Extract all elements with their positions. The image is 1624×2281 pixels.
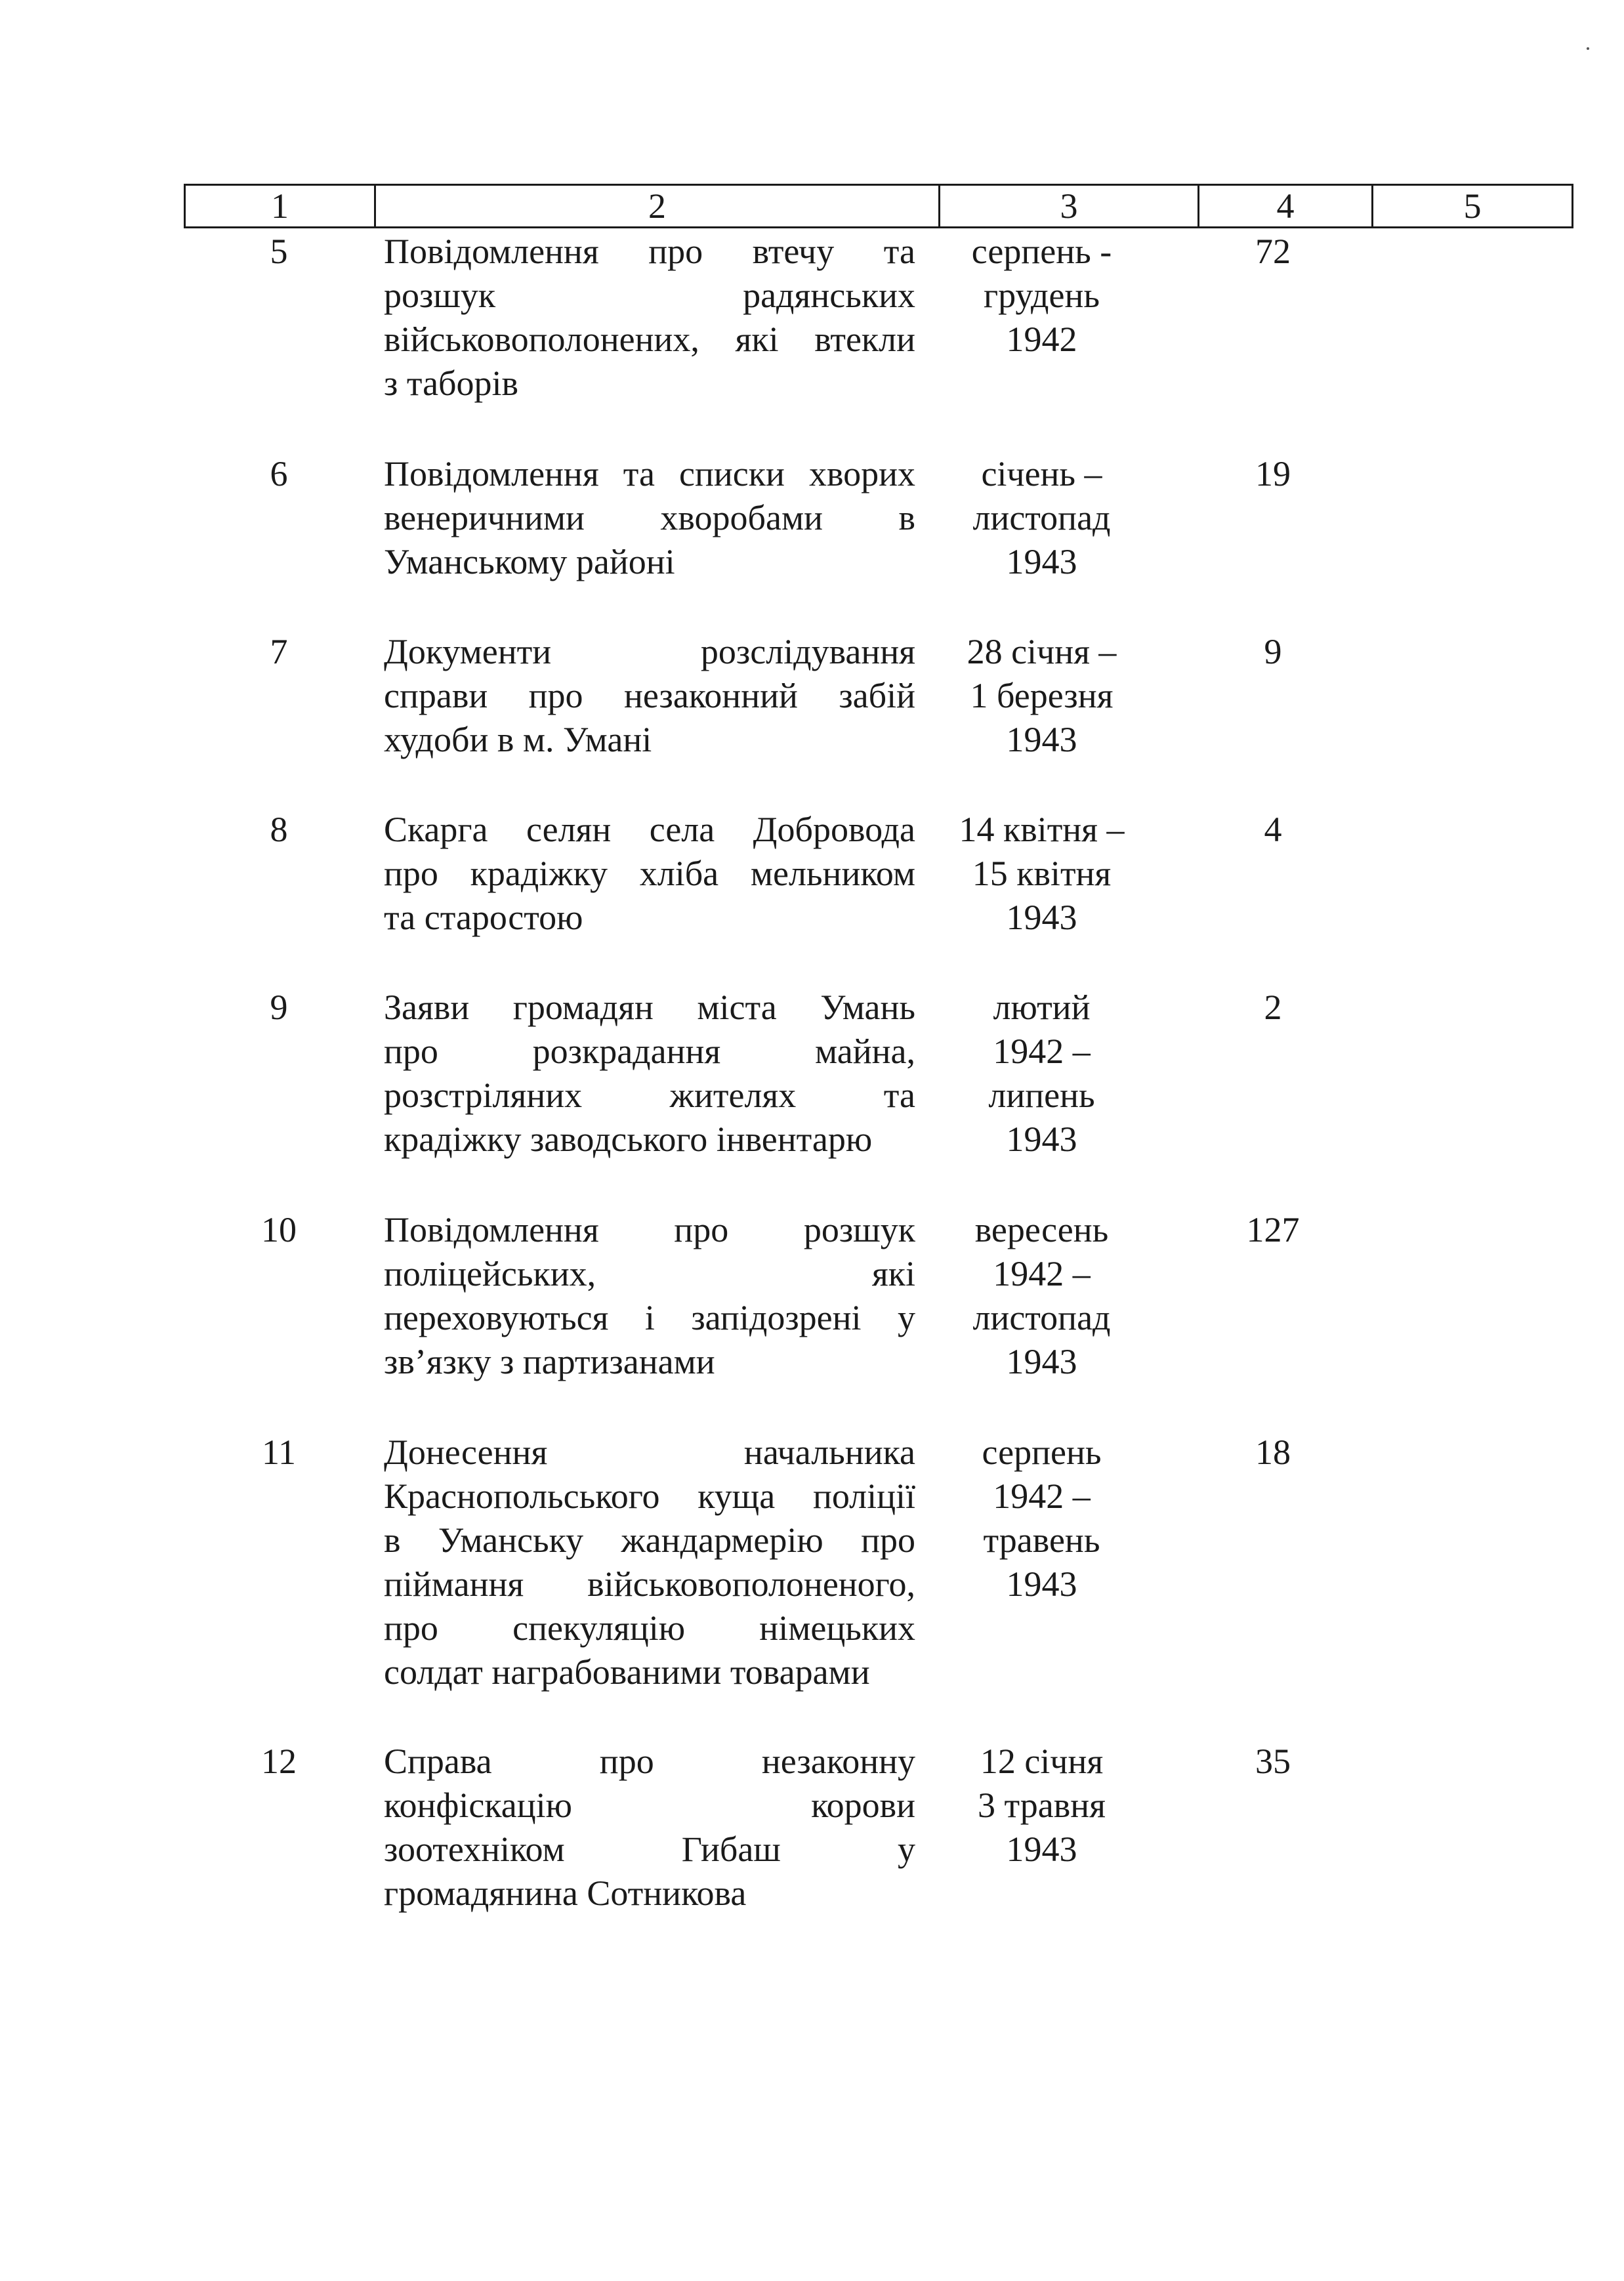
date-line: 1943 <box>1006 1120 1077 1159</box>
item-dates <box>932 1431 1152 1606</box>
table-row <box>184 1208 1572 1431</box>
title-line: поліцейських, які <box>384 1254 915 1293</box>
item-dates <box>932 986 1152 1161</box>
date-line: лютий <box>993 988 1091 1027</box>
table-row <box>184 808 1572 986</box>
date-line: 12 січня <box>980 1742 1104 1781</box>
title-line: Повідомлення про втечу та <box>384 232 915 271</box>
item-page-count: 35 <box>1255 1742 1291 1781</box>
title-line: зоотехніком Гибаш у <box>384 1830 915 1869</box>
date-line: серпень <box>982 1433 1102 1472</box>
date-line: 1943 <box>1006 542 1077 581</box>
item-title <box>384 1431 915 1694</box>
date-line: 28 січня – <box>967 632 1117 671</box>
title-line: про розкрадання майна, <box>384 1032 915 1071</box>
column-header-1: 1 <box>185 185 375 228</box>
item-number: 8 <box>270 810 288 849</box>
table-row <box>184 1740 1572 1962</box>
item-page-count: 72 <box>1255 232 1291 271</box>
item-page-count: 18 <box>1255 1433 1291 1472</box>
title-line: переховуються і запідозрені у <box>384 1298 915 1337</box>
column-header-5: 5 <box>1373 185 1573 228</box>
date-line: 1942 – <box>993 1476 1091 1516</box>
date-line: вересень <box>974 1210 1109 1249</box>
title-line: Уманському районі <box>384 542 675 581</box>
item-title <box>384 1208 915 1384</box>
title-line: справи про незаконний забій <box>384 676 915 715</box>
date-line: грудень <box>983 276 1100 315</box>
item-dates <box>932 452 1152 584</box>
item-dates <box>932 630 1152 762</box>
title-line: розшук радянських <box>384 276 915 315</box>
item-page-count: 19 <box>1255 454 1291 493</box>
column-header-2: 2 <box>375 185 940 228</box>
title-line: худоби в м. Умані <box>384 720 652 759</box>
date-line: серпень - <box>971 232 1112 271</box>
title-line: Донесення начальника <box>384 1433 915 1472</box>
item-title <box>384 1740 915 1915</box>
item-page-count: 2 <box>1264 988 1282 1027</box>
date-line: 15 квітня <box>972 854 1112 893</box>
scan-speck <box>1587 47 1589 50</box>
title-line: Краснопольського куща поліції <box>384 1476 915 1516</box>
item-dates <box>932 808 1152 940</box>
title-line: про спекуляцію німецьких <box>384 1608 915 1648</box>
column-header-4: 4 <box>1199 185 1373 228</box>
item-page-count: 127 <box>1246 1210 1300 1249</box>
item-number: 12 <box>261 1742 297 1781</box>
item-number: 5 <box>270 232 288 271</box>
item-page-count: 9 <box>1264 632 1282 671</box>
item-title <box>384 986 915 1161</box>
date-line: 1943 <box>1006 1342 1077 1381</box>
date-line: листопад <box>972 1298 1111 1337</box>
item-page-count: 4 <box>1264 810 1282 849</box>
title-line: та старостою <box>384 898 583 937</box>
date-line: 1 березня <box>970 676 1114 715</box>
title-line: венеричними хворобами в <box>384 498 915 537</box>
title-line: розстріляних жителях та <box>384 1076 915 1115</box>
date-line: 1942 – <box>993 1254 1091 1293</box>
title-line: громадянина Сотникова <box>384 1873 747 1913</box>
item-title <box>384 230 915 406</box>
title-line: Документи розслідування <box>384 632 915 671</box>
title-line: крадіжку заводського інвентарю <box>384 1120 873 1159</box>
item-number: 7 <box>270 632 288 671</box>
date-line: травень <box>983 1520 1100 1560</box>
title-line: Повідомлення про розшук <box>384 1210 915 1249</box>
title-line: з таборів <box>384 364 519 403</box>
table-row <box>184 230 1572 452</box>
date-line: 14 квітня – <box>959 810 1125 849</box>
date-line: 1942 – <box>993 1032 1091 1071</box>
title-line: Скарга селян села Добровода <box>384 810 915 849</box>
table-row <box>184 452 1572 630</box>
column-header-3: 3 <box>940 185 1199 228</box>
inventory-table-body <box>184 230 1572 1962</box>
date-line: 3 травня <box>978 1786 1106 1825</box>
title-line: солдат награбованими товарами <box>384 1652 870 1692</box>
title-line: зв’язку з партизанами <box>384 1342 715 1381</box>
date-line: 1942 <box>1006 320 1077 359</box>
item-title <box>384 452 915 584</box>
item-title <box>384 630 915 762</box>
item-dates <box>932 230 1152 362</box>
title-line: піймання військовополоненого, <box>384 1564 915 1604</box>
date-line: листопад <box>972 498 1111 537</box>
date-line: 1943 <box>1006 1564 1077 1604</box>
title-line: військовополонених, які втекли <box>384 320 915 359</box>
date-line: 1943 <box>1006 898 1077 937</box>
table-row <box>184 630 1572 808</box>
title-line: в Уманську жандармерію про <box>384 1520 915 1560</box>
title-line: Справа про незаконну <box>384 1742 915 1781</box>
item-number: 10 <box>261 1210 297 1249</box>
table-row <box>184 1431 1572 1740</box>
item-number: 9 <box>270 988 288 1027</box>
item-title <box>384 808 915 940</box>
item-dates <box>932 1740 1152 1872</box>
title-line: Повідомлення та списки хворих <box>384 454 915 493</box>
date-line: 1943 <box>1006 720 1077 759</box>
column-header-row <box>184 184 1573 228</box>
date-line: липень <box>988 1076 1095 1115</box>
item-number: 11 <box>262 1433 296 1472</box>
title-line: конфіскацію корови <box>384 1786 915 1825</box>
item-number: 6 <box>270 454 288 493</box>
date-line: січень – <box>981 454 1102 493</box>
title-line: про крадіжку хліба мельником <box>384 854 915 893</box>
item-dates <box>932 1208 1152 1384</box>
title-line: Заяви громадян міста Умань <box>384 988 915 1027</box>
table-row <box>184 986 1572 1208</box>
date-line: 1943 <box>1006 1830 1077 1869</box>
